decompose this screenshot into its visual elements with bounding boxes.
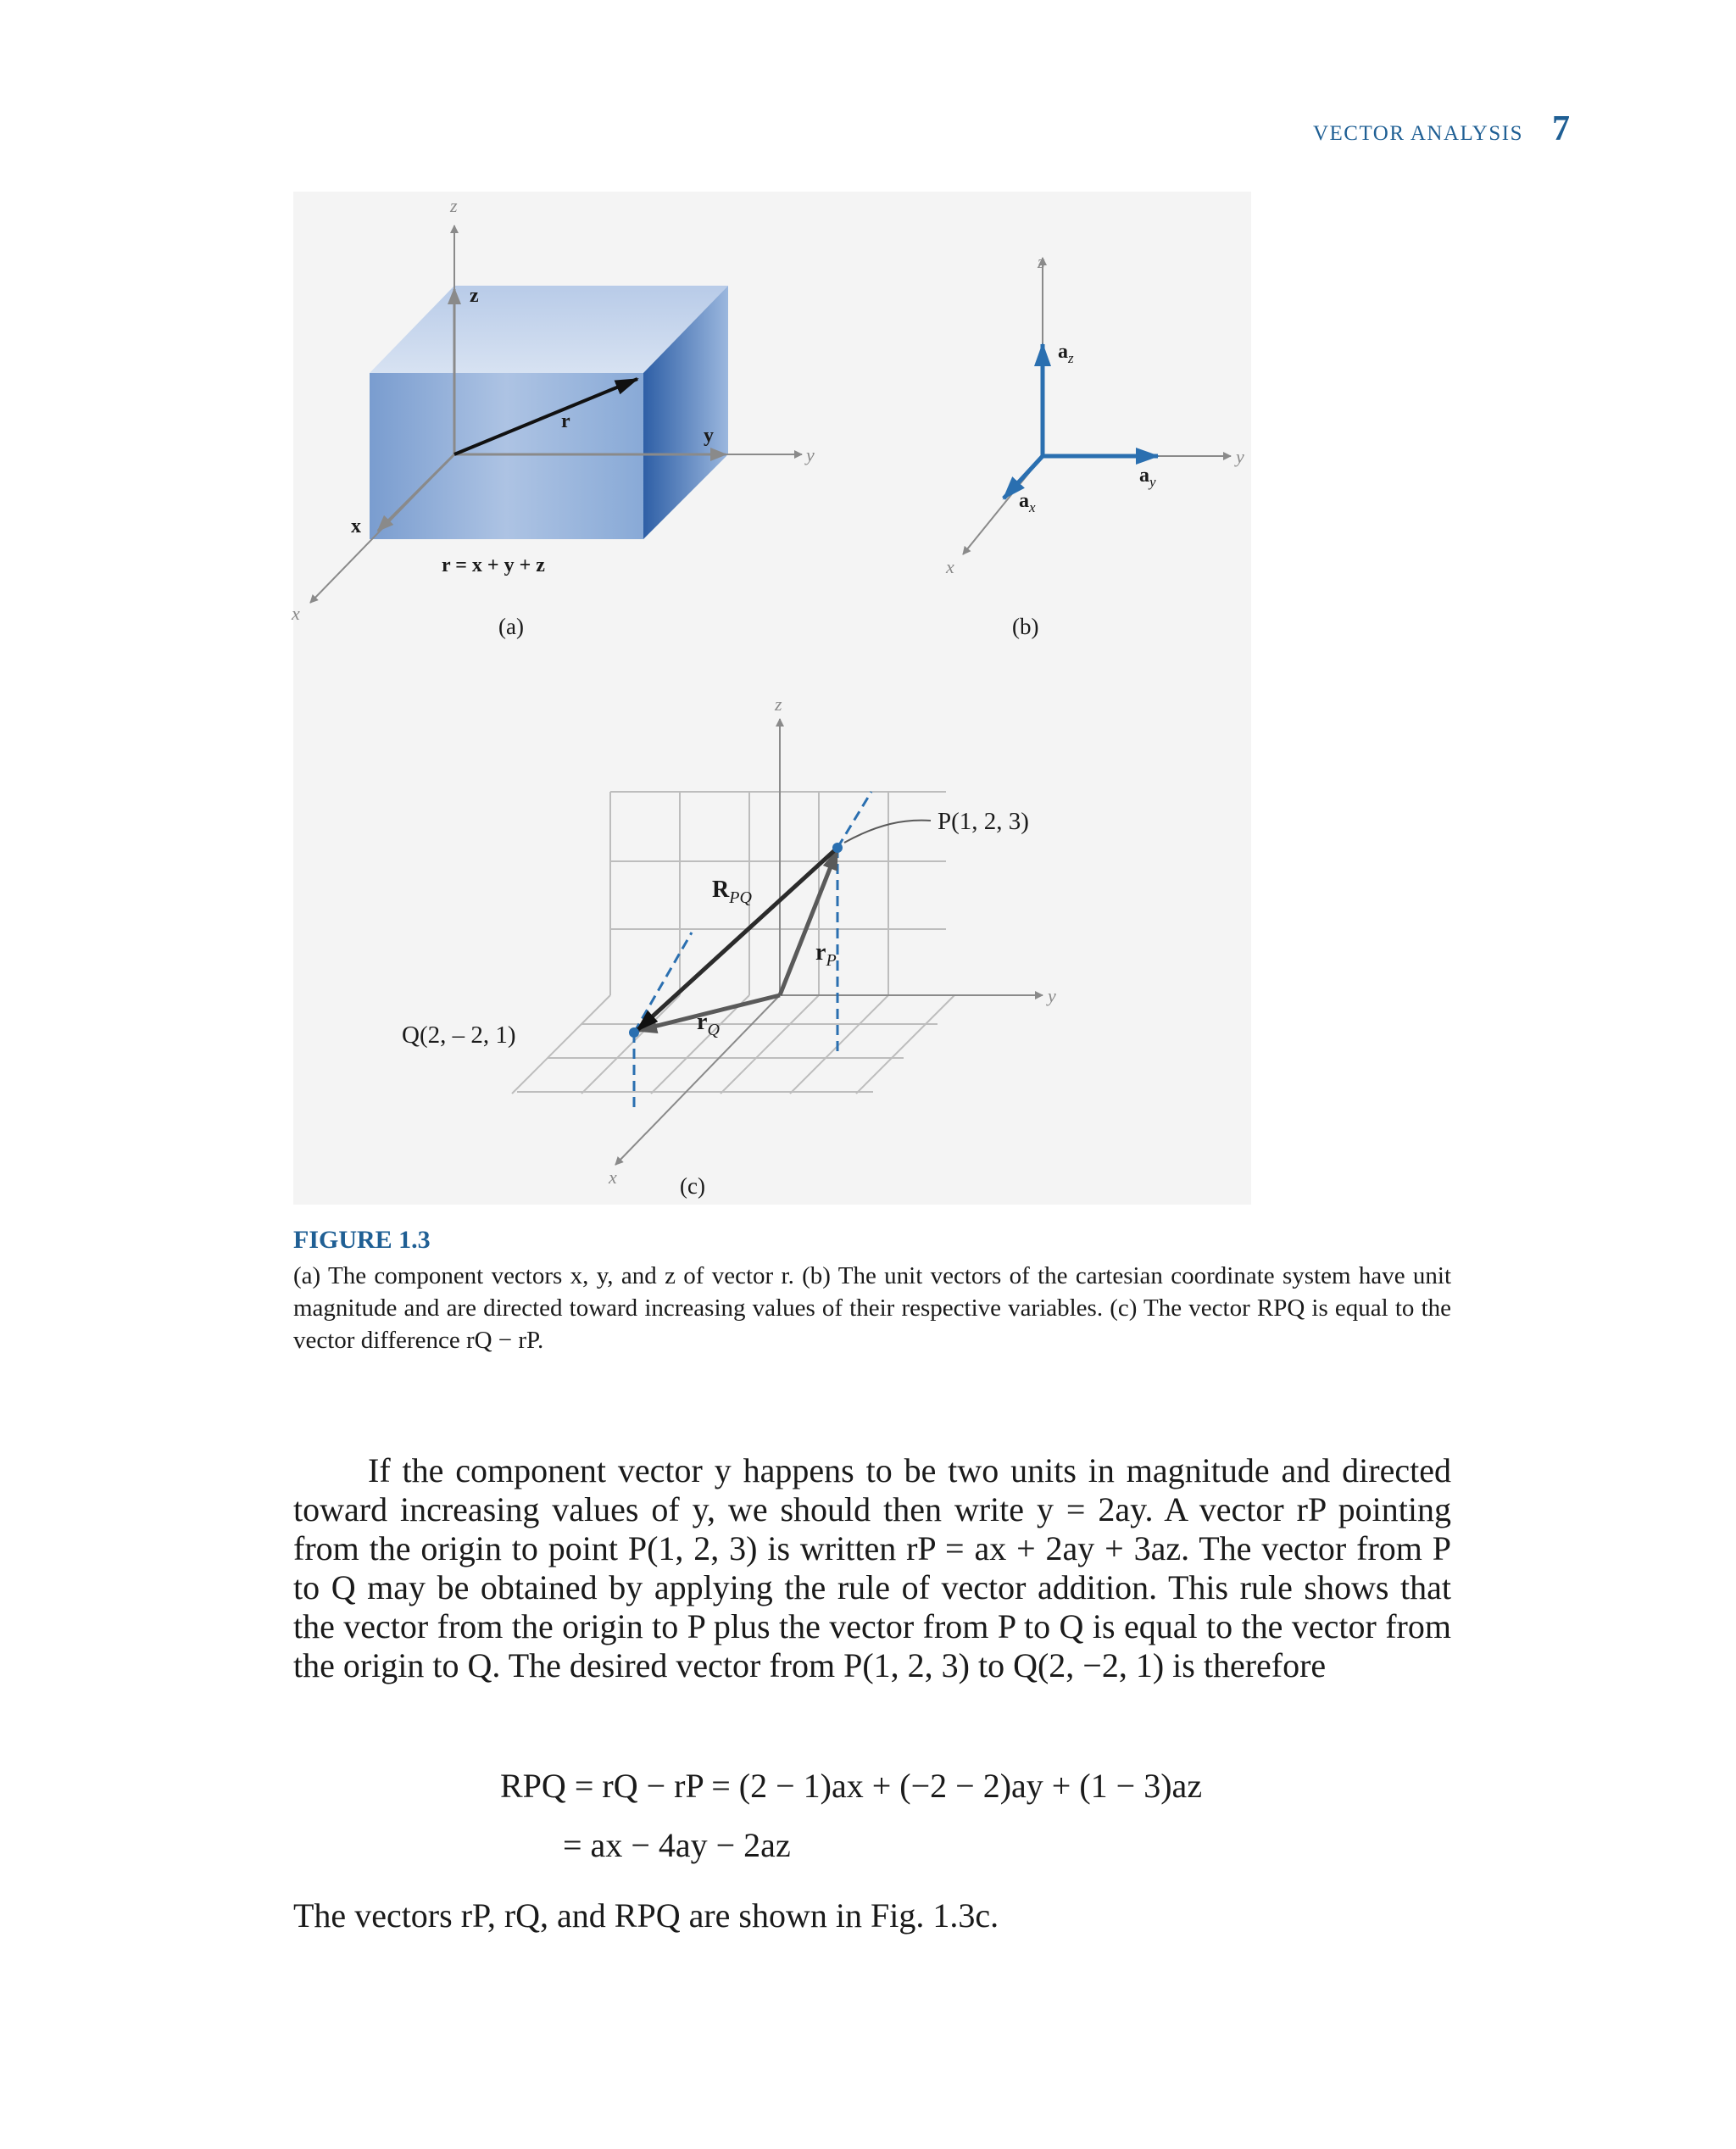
vector-label-rpq: $R_{PQ}$ (712, 877, 752, 907)
point-q-label: Q(2, – 2, 1) (402, 1022, 516, 1049)
figure-caption-text: (a) The component vectors x, y, and z of vector r. (b) The unit vectors of the cartesian coordinate system have unit magnitude and are directed toward increasing values of their respective variables. (c) The vector RPQ is equal to the vector difference rQ − rP. (293, 1262, 1451, 1354)
panel-a-label: (a) (498, 614, 524, 639)
unit-label-ay: $a_y$ (1139, 465, 1156, 490)
closing-paragraph: The vectors rP, rQ, and RPQ are shown in Fig. 1.3c. (293, 1896, 999, 1935)
unit-label-ax: $a_x$ (1019, 490, 1036, 515)
box-front-face (370, 373, 643, 539)
figure-caption (293, 1226, 1451, 1356)
vector-label-y: y (704, 425, 714, 447)
point-q-dot (629, 1027, 639, 1038)
axis-label-y: y (806, 444, 815, 465)
vector-label-r: r (561, 410, 570, 432)
figure-label: FIGURE 1.3 (293, 1226, 431, 1254)
page-header (1313, 109, 1570, 149)
body-paragraph: If the component vector y happens to be two units in magnitude and directed toward increasing values of y, we should then write y = 2ay. A vector rP pointing from the origin to point P(1, 2, 3) is written rP = ax + 2ay + 3az. The vector from P to Q may be obtained by applying the rule of vector addition. This rule shows that the vector from the origin to P plus the vector from P to Q is equal to the vector from the origin to Q. The desired vector from P(1, 2, 3) to Q(2, −2, 1) is therefore (293, 1451, 1451, 1684)
page-number: 7 (1552, 109, 1570, 148)
equation-line-1: RPQ = rQ − rP = (2 − 1)ax + (−2 − 2)ay + (1 − 3)az (500, 1767, 1203, 1805)
point-p-dot (832, 843, 843, 853)
c-axis-label-y: y (1048, 985, 1056, 1006)
c-axis-label-z: z (775, 693, 782, 715)
panel-a-equation: r = x + y + z (442, 554, 545, 576)
point-p-label: P(1, 2, 3) (938, 808, 1029, 835)
figure-1-3 (293, 192, 1251, 1205)
b-axis-label-x: x (946, 556, 954, 577)
panel-b-label: (b) (1012, 614, 1039, 639)
b-axis-label-z: z (1038, 251, 1045, 272)
vector-label-rq: $r_Q$ (697, 1009, 720, 1039)
running-head: VECTOR ANALYSIS (1312, 122, 1523, 145)
b-axis-label-y: y (1236, 446, 1244, 467)
axis-label-z: z (450, 195, 458, 216)
axis-label-x: x (292, 603, 300, 624)
unit-label-az: $a_z$ (1058, 341, 1074, 366)
vector-label-x: x (351, 515, 361, 537)
equation-line-2: = ax − 4ay − 2az (563, 1826, 791, 1864)
vector-label-z: z (470, 285, 479, 307)
panel-c-label: (c) (680, 1173, 705, 1199)
figure-canvas (293, 192, 1251, 1205)
c-axis-label-x: x (609, 1166, 617, 1188)
vector-label-rp: $r_P$ (815, 939, 837, 970)
